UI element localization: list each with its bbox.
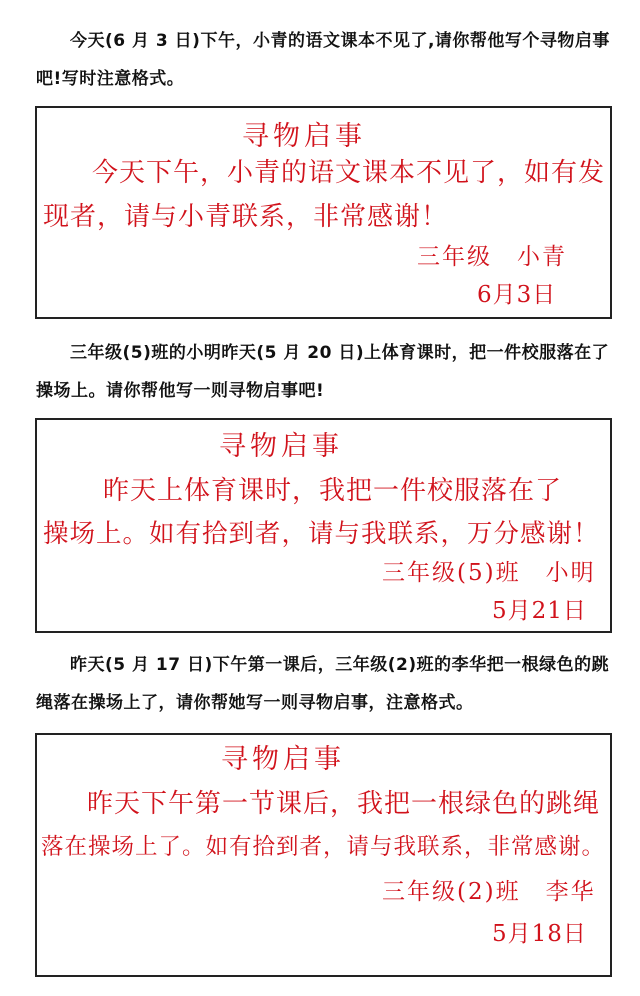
task3-notice-body-line2: 落在操场上了。如有拾到者，请与我联系，非常感谢。: [41, 834, 606, 860]
task3-answer-box: [35, 733, 612, 977]
task1-notice-body-line1: 今天下午，小青的语文课本不见了，如有发: [92, 158, 606, 188]
task1-notice-signature: 三年级 小青: [417, 244, 567, 270]
task1-notice-title: 寻物启事: [242, 121, 366, 152]
task2-answer-box: [35, 418, 612, 633]
task3-notice-signature: 三年级(2)班 李华: [382, 879, 596, 905]
task2-notice-title: 寻物启事: [219, 431, 343, 462]
task1-prompt: 今天(6 月 3 日)下午，小青的语文课本不见了,请你帮他写个寻物启事吧!写时注意格式。: [36, 31, 610, 89]
task3-notice-title: 寻物启事: [221, 744, 345, 775]
task3-prompt: 昨天(5 月 17 日)下午第一课后，三年级(2)班的李华把一根绿色的跳绳落在操场上了，请你帮她写一则寻物启事，注意格式。: [36, 655, 610, 713]
task3-notice-date: 5月18日: [492, 921, 587, 947]
task2-notice-date: 5月21日: [492, 598, 587, 624]
task2-notice-signature: 三年级(5)班 小明: [382, 560, 596, 586]
task1-notice-body-line2: 现者，请与小青联系，非常感谢！: [43, 202, 449, 232]
task1-answer-box: [35, 106, 612, 319]
task2-notice-body-line1: 昨天上体育课时，我把一件校服落在了: [103, 476, 563, 506]
task2-prompt: 三年级(5)班的小明昨天(5 月 20 日)上体育课时，把一件校服落在了操场上。请你帮他写一则寻物启事吧!: [36, 343, 610, 401]
task1-notice-date: 6月3日: [477, 282, 557, 308]
task3-notice-body-line1: 昨天下午第一节课后，我把一根绿色的跳绳: [87, 789, 601, 819]
task2-notice-body-line2: 操场上。如有拾到者，请与我联系，万分感谢！: [43, 519, 600, 549]
